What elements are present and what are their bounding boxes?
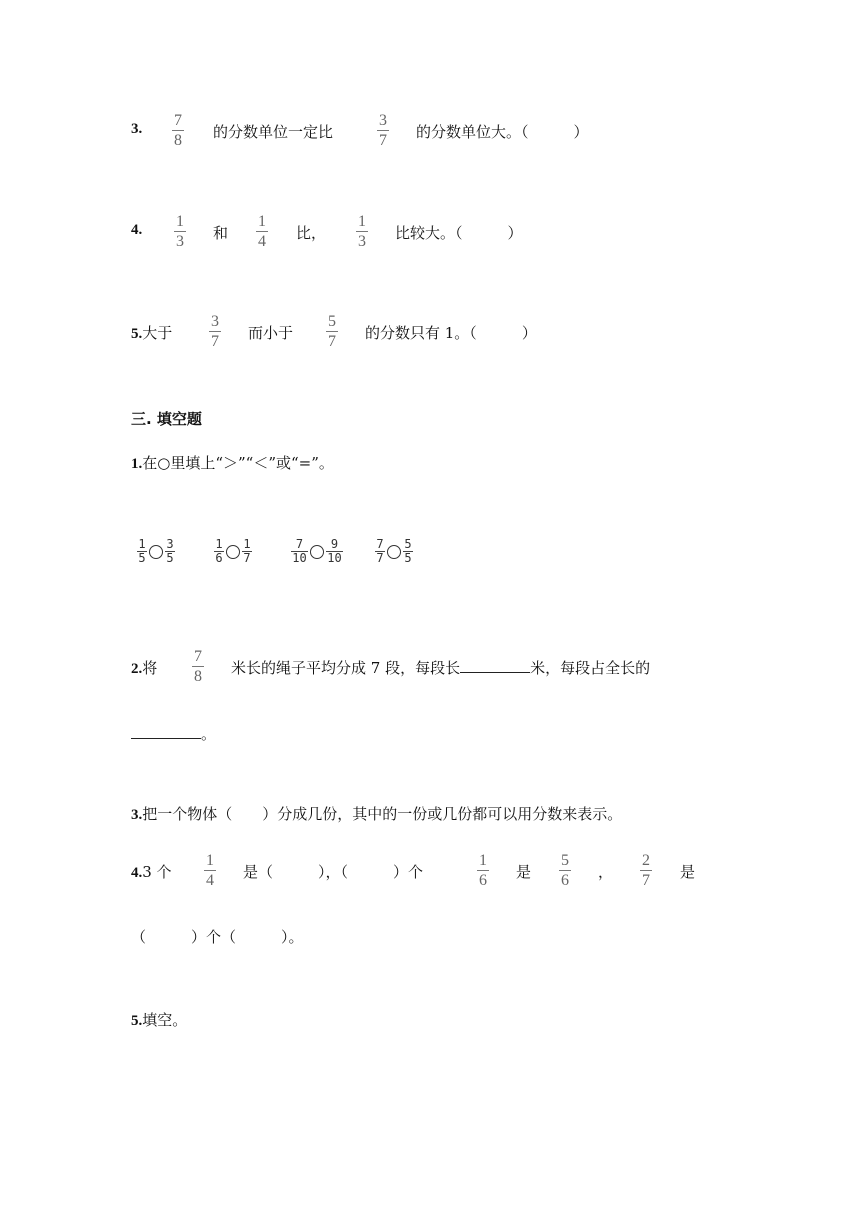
q5-fraction-1 (209, 313, 221, 350)
numerator: 7 (295, 537, 304, 551)
f2-line-2 (131, 723, 216, 744)
f5-line (131, 1009, 187, 1030)
compare-item-4 (375, 538, 413, 565)
compare-circle[interactable] (387, 545, 401, 559)
f5-number: 5. (131, 1013, 143, 1029)
right-fraction (165, 538, 175, 565)
f4-line-2: （ ）个（ ）。 (131, 928, 304, 946)
f4-text-1: 是（ ），（ ）个 (243, 863, 424, 881)
denominator: 3 (176, 233, 184, 250)
left-fraction (137, 538, 147, 565)
compare-item-2 (214, 538, 252, 565)
right-fraction (242, 538, 252, 565)
numerator: 9 (330, 537, 339, 551)
numerator: 5 (328, 313, 336, 330)
q5-number: 5. (131, 326, 143, 342)
compare-circle[interactable] (226, 545, 240, 559)
f5-text: 填空。 (142, 1011, 188, 1029)
denominator: 7 (376, 551, 384, 565)
f4-fraction-3 (559, 852, 571, 889)
numerator: 3 (211, 313, 219, 330)
f2-text-0: 将 (142, 659, 158, 677)
f2-text-1 (231, 657, 650, 678)
q4-text-1: 和 (213, 224, 229, 242)
right-fraction (403, 538, 413, 565)
q5-text-2: 的分数只有 1。（ ） (365, 324, 537, 342)
q5-fraction-2 (326, 313, 338, 350)
compare-item-1 (137, 538, 175, 565)
section-heading: 三. 填空题 (131, 410, 202, 428)
f3-line (131, 803, 622, 824)
denominator: 10 (292, 551, 307, 565)
denominator: 7 (379, 132, 387, 149)
numerator: 5 (404, 537, 412, 551)
f3-number: 3. (131, 807, 143, 823)
denominator: 3 (358, 233, 366, 250)
q5-intro (131, 322, 172, 343)
f2-text-3: 。 (201, 725, 217, 743)
numerator: 1 (215, 537, 223, 551)
numerator: 3 (379, 112, 387, 129)
left-fraction (375, 538, 385, 565)
q3-text-2: 的分数单位大。（ ） (416, 123, 589, 141)
denominator: 7 (243, 551, 251, 565)
numerator: 5 (561, 852, 569, 869)
numerator: 1 (258, 213, 266, 230)
denominator: 4 (206, 872, 214, 889)
numerator: 7 (376, 537, 384, 551)
f4-fraction-4 (640, 852, 652, 889)
denominator: 4 (258, 233, 266, 250)
denominator: 8 (194, 668, 202, 685)
f2-fraction (192, 648, 204, 685)
q3-text-1: 的分数单位一定比 (213, 123, 334, 141)
q5-text-0: 大于 (142, 324, 173, 342)
f2-intro (131, 657, 157, 678)
f4-fraction-1 (204, 852, 216, 889)
compare-circle[interactable] (149, 545, 163, 559)
f4-text-0: 3 个 (142, 863, 172, 881)
f4-text-3: ， (598, 863, 614, 881)
f4-text-4: 是 (680, 863, 696, 881)
f2-number: 2. (131, 661, 143, 677)
q3-number: 3. (131, 121, 143, 137)
denominator: 6 (561, 872, 569, 889)
numerator: 1 (138, 537, 146, 551)
left-fraction (214, 538, 224, 565)
compare-circle[interactable] (310, 545, 324, 559)
left-fraction (291, 538, 308, 565)
f1-text: 在○里填上“＞”“＜”或“=”。 (142, 454, 334, 472)
q4-text-3: 比较大。（ ） (395, 224, 523, 242)
denominator: 7 (642, 872, 650, 889)
q3-fraction-1 (172, 112, 184, 149)
numerator: 1 (176, 213, 184, 230)
numerator: 1 (358, 213, 366, 230)
f3-text: 把一个物体（ ）分成几份，其中的一份或几份都可以用分数来表示。 (142, 805, 623, 823)
f2-text-1a: 米长的绳子平均分成 7 段，每段长 (231, 659, 461, 677)
numerator: 1 (206, 852, 214, 869)
f4-number: 4. (131, 865, 143, 881)
q4-fraction-2 (256, 213, 268, 250)
q5-text-1: 而小于 (248, 324, 294, 342)
denominator: 5 (166, 551, 174, 565)
numerator: 7 (194, 648, 202, 665)
q4-text-2: 比， (296, 224, 327, 242)
f1-line (131, 452, 334, 473)
denominator: 5 (138, 551, 146, 565)
numerator: 2 (642, 852, 650, 869)
denominator: 7 (328, 333, 336, 350)
f4-text-2: 是 (516, 863, 532, 881)
q4-number: 4. (131, 222, 143, 238)
denominator: 6 (479, 872, 487, 889)
f2-text-2: 米，每段占全长的 (530, 659, 651, 677)
denominator: 10 (327, 551, 342, 565)
right-fraction (326, 538, 343, 565)
numerator: 7 (174, 112, 182, 129)
numerator: 1 (479, 852, 487, 869)
compare-item-3 (291, 538, 343, 565)
q3-fraction-2 (377, 112, 389, 149)
denominator: 5 (404, 551, 412, 565)
f4-intro (131, 861, 172, 882)
f4-fraction-2 (477, 852, 489, 889)
denominator: 7 (211, 333, 219, 350)
denominator: 6 (215, 551, 223, 565)
numerator: 3 (166, 537, 174, 551)
denominator: 8 (174, 132, 182, 149)
q4-fraction-3 (356, 213, 368, 250)
numerator: 1 (243, 537, 251, 551)
answer-blank[interactable] (460, 658, 530, 673)
answer-blank[interactable] (131, 724, 201, 739)
f1-number: 1. (131, 456, 143, 472)
q4-fraction-1 (174, 213, 186, 250)
